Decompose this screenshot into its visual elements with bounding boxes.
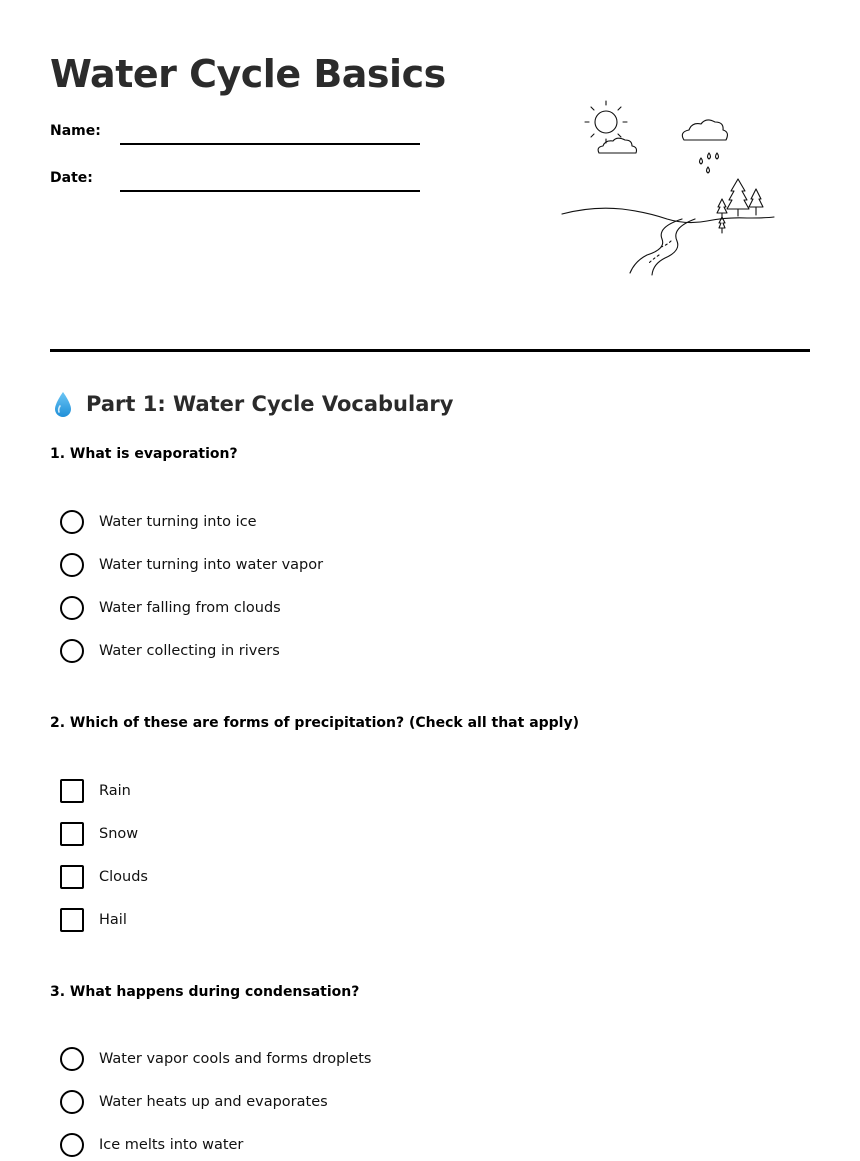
section-heading-text: Part 1: Water Cycle Vocabulary — [86, 392, 454, 416]
name-field[interactable] — [50, 121, 430, 151]
radio-button[interactable] — [60, 553, 84, 577]
checkbox[interactable] — [60, 908, 84, 932]
option-label: Water collecting in rivers — [99, 643, 280, 659]
trees-icon — [717, 179, 763, 233]
q2-option-4[interactable] — [60, 907, 127, 933]
radio-button[interactable] — [60, 639, 84, 663]
q2-option-3[interactable] — [60, 864, 148, 890]
date-label: Date: — [50, 170, 93, 186]
option-label: Snow — [99, 826, 139, 842]
question-1: 1. What is evaporation? — [50, 446, 238, 462]
date-field[interactable] — [50, 168, 430, 198]
radio-button[interactable] — [60, 1047, 84, 1071]
q3-option-1[interactable] — [60, 1046, 371, 1072]
radio-button[interactable] — [60, 1133, 84, 1157]
water-cycle-illustration — [555, 95, 785, 285]
hills-outline — [562, 208, 774, 222]
option-label: Ice melts into water — [99, 1137, 244, 1153]
option-label: Water turning into ice — [99, 514, 257, 530]
sun-icon — [585, 101, 627, 143]
q1-option-3[interactable] — [60, 595, 281, 621]
header-divider — [50, 349, 810, 352]
rain-cloud-icon — [682, 120, 727, 140]
option-label: Hail — [99, 912, 127, 928]
q3-option-3[interactable] — [60, 1132, 243, 1158]
question-2: 2. Which of these are forms of precipitation? (Check all that apply) — [50, 715, 580, 731]
name-line[interactable] — [120, 143, 420, 145]
q1-option-4[interactable] — [60, 638, 280, 664]
raindrops-icon — [700, 153, 719, 173]
checkbox[interactable] — [60, 822, 84, 846]
water-drop-icon — [50, 388, 76, 420]
option-label: Water falling from clouds — [99, 600, 281, 616]
radio-button[interactable] — [60, 510, 84, 534]
checkbox[interactable] — [60, 865, 84, 889]
q2-option-1[interactable] — [60, 778, 131, 804]
q3-option-2[interactable] — [60, 1089, 328, 1115]
option-label: Clouds — [99, 869, 148, 885]
checkbox[interactable] — [60, 779, 84, 803]
radio-button[interactable] — [60, 596, 84, 620]
option-label: Water vapor cools and forms droplets — [99, 1051, 372, 1067]
q1-option-2[interactable] — [60, 552, 323, 578]
radio-button[interactable] — [60, 1090, 84, 1114]
section-heading — [50, 388, 453, 420]
option-label: Rain — [99, 783, 131, 799]
q1-option-1[interactable] — [60, 509, 257, 535]
option-label: Water heats up and evaporates — [99, 1094, 328, 1110]
worksheet-title: Water Cycle Basics — [50, 52, 446, 96]
name-label: Name: — [50, 123, 101, 139]
date-line[interactable] — [120, 190, 420, 192]
option-label: Water turning into water vapor — [99, 557, 324, 573]
q2-option-2[interactable] — [60, 821, 138, 847]
question-3: 3. What happens during condensation? — [50, 984, 360, 1000]
small-cloud-icon — [598, 138, 636, 153]
